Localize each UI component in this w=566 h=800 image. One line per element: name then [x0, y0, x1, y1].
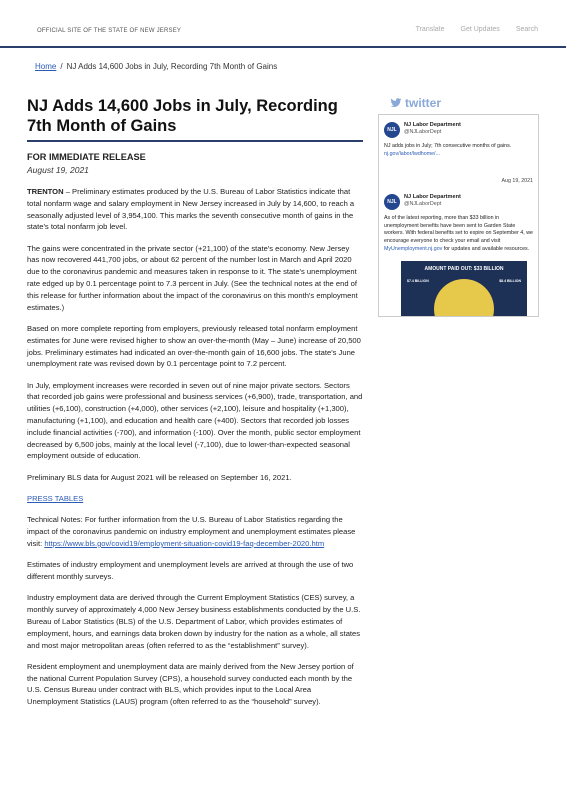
tweet-author-name[interactable]: NJ Labor Department — [404, 122, 461, 128]
breadcrumb-separator: / — [60, 62, 63, 71]
paragraph-4: In July, employment increases were recorded in seven out of nine major private sectors. Sectors that recorded job gains were professional and business services (+6,900), trade, transportation, and utilities (+6,100), construction (+4,000), other services (+2,100), leisure and hospitality (+1,300), manufacturing (+1,100), and education and health care (+400). Sectors that recorded job losses include financial activities (-700), and information (-100). Over the month, public sector employment decreased by 6,500 jobs, mainly at the local level (-7,100), due to lower-than-expected seasonal employment outside of education. — [27, 380, 363, 461]
paragraph-2: The gains were concentrated in the private sector (+21,100) of the state's economy. New Jersey has now recovered 441,700 jobs, or about 62 percent of the number lost in March and April 2020 due to the coronavirus pandemic and measures taken in response to it. The state's unemployment rate edged up by 0.1 percentage point to 7.3 percent in July. (See the technical notes at the end of this release for further information about the impact of the coronavirus on this month's employment estimates.) — [27, 243, 358, 312]
tweet-text — [384, 143, 533, 158]
tweet-author-name[interactable]: NJ Labor Department — [404, 194, 461, 201]
tweet-date[interactable]: Aug 19, 2021 — [501, 178, 533, 185]
technical-notes — [27, 514, 363, 549]
tweet-author-handle[interactable]: @NJLaborDept — [404, 129, 442, 135]
infographic-title: AMOUNT PAID OUT: $33 BILLION — [424, 266, 504, 273]
tweet-text — [384, 215, 533, 253]
paragraph-1 — [27, 186, 363, 233]
paragraph-7: Estimates of industry employment and unemployment levels are arrived at through the use of two different monthly surveys. — [27, 560, 354, 582]
paragraph-8: Industry employment data are derived through the Current Employment Statistics (CES) survey, a monthly survey of approximately 4,000 New Jersey business establishments conducted by the U.S. Bureau of Labor Statistics (BLS) of the U.S. Department of Labor, which provides estimates of employment, hours, and earnings data broken down by industry for the nation as a whole, all states and most major metropolitan areas (often referred to as the “establishment” survey). — [27, 593, 361, 650]
twitter-heading-label: twitter — [405, 96, 441, 110]
tweet-body-end: for updates and available resources. — [442, 245, 530, 252]
twitter-bird-icon — [390, 97, 402, 109]
infographic-label-left: $7.4 BILLION — [407, 279, 429, 284]
press-tables-paragraph — [27, 493, 363, 505]
release-date: August 19, 2021 — [27, 165, 89, 175]
tweet-author-handle[interactable]: @NJLaborDept — [404, 201, 442, 208]
search-link[interactable]: Search — [515, 26, 538, 33]
release-label: FOR IMMEDIATE RELEASE — [27, 152, 146, 162]
paragraph-5: Preliminary BLS data for August 2021 will be released on September 16, 2021. — [27, 472, 292, 482]
breadcrumb — [35, 62, 277, 71]
dateline: TRENTON — [27, 187, 64, 196]
paragraph-1-text: – Preliminary estimates produced by the U.S. Bureau of Labor Statistics indicate that total nonfarm wage and salary employment in New Jersey increased in July by 14,600, to reach a seasonally adjusted level of 3,954,100. This marks the seventh consecutive month of gains in the state's total nonfarm job level. — [27, 187, 355, 232]
paragraph-9: Resident employment and unemployment data are mainly derived from the New Jersey portion of the national Current Population Survey (CPS), a household survey conducted each month by the U.S. Census Bureau under contract with BLS, which provides input to the Local Area Unemployment Statistics (LAUS) program (often referred to as the “household” survey). — [27, 661, 354, 707]
tweet-link[interactable]: MyUnemployment.nj.gov — [384, 245, 443, 252]
infographic-label-right: $8.4 BILLION — [499, 279, 521, 284]
press-tables-link[interactable]: PRESS TABLES — [27, 494, 84, 504]
tweet-body: NJ adds jobs in July; 7th consecutive months of gains. — [384, 143, 512, 149]
article — [27, 96, 363, 708]
paragraph-3: Based on more complete reporting from employers, previously released total nonfarm employment estimates for June were revised higher to show an over-the-month (May – June) increase of 20,500 jobs. Preliminary estimates had indicated an over-the-month gain of 16,600 jobs. The state's June unemployment rate was revised down by 0.1 percentage point to 7.2 percent. — [27, 323, 361, 369]
bls-faq-link[interactable]: https://www.bls.gov/covid19/employment-situation-covid19-faq-december-2020.htm — [44, 538, 325, 548]
twitter-feed[interactable] — [378, 114, 539, 317]
tweet-1[interactable] — [379, 115, 538, 188]
breadcrumb-current: NJ Adds 14,600 Jobs in July, Recording 7th Month of Gains — [66, 62, 278, 71]
page-title: NJ Adds 14,600 Jobs in July, Recording 7th Month of Gains — [27, 96, 363, 142]
site-header — [0, 0, 566, 48]
tweet-body: As of the latest reporting, more than $33 billion in unemployment benefits have been sent to Garden State workers. With federal benefits set to expire on September 4, we encourage everyone to check your email and visit — [384, 215, 533, 244]
top-nav — [416, 26, 538, 33]
infographic-circle — [434, 279, 494, 317]
tweet-2[interactable] — [379, 188, 538, 317]
tweet-link[interactable]: nj.gov/labor/lwdhome/... — [384, 150, 440, 157]
nj-labor-avatar[interactable]: NJL — [384, 194, 400, 210]
nj-labor-avatar[interactable]: NJL — [384, 122, 400, 138]
translate-link[interactable]: Translate — [415, 26, 445, 33]
tweet-infographic-image[interactable] — [401, 261, 527, 317]
twitter-heading[interactable] — [390, 96, 441, 110]
technical-notes-text: Technical Notes: For further information from the U.S. Bureau of Labor Statistics regarding the impact of the coronavirus pandemic on industry employment and unemployment estimates please visit: — [27, 515, 356, 548]
official-site-label: OFFICIAL SITE OF THE STATE OF NEW JERSEY — [37, 28, 182, 34]
article-body — [27, 186, 363, 708]
breadcrumb-home-link[interactable]: Home — [35, 62, 57, 71]
get-updates-link[interactable]: Get Updates — [460, 26, 500, 33]
